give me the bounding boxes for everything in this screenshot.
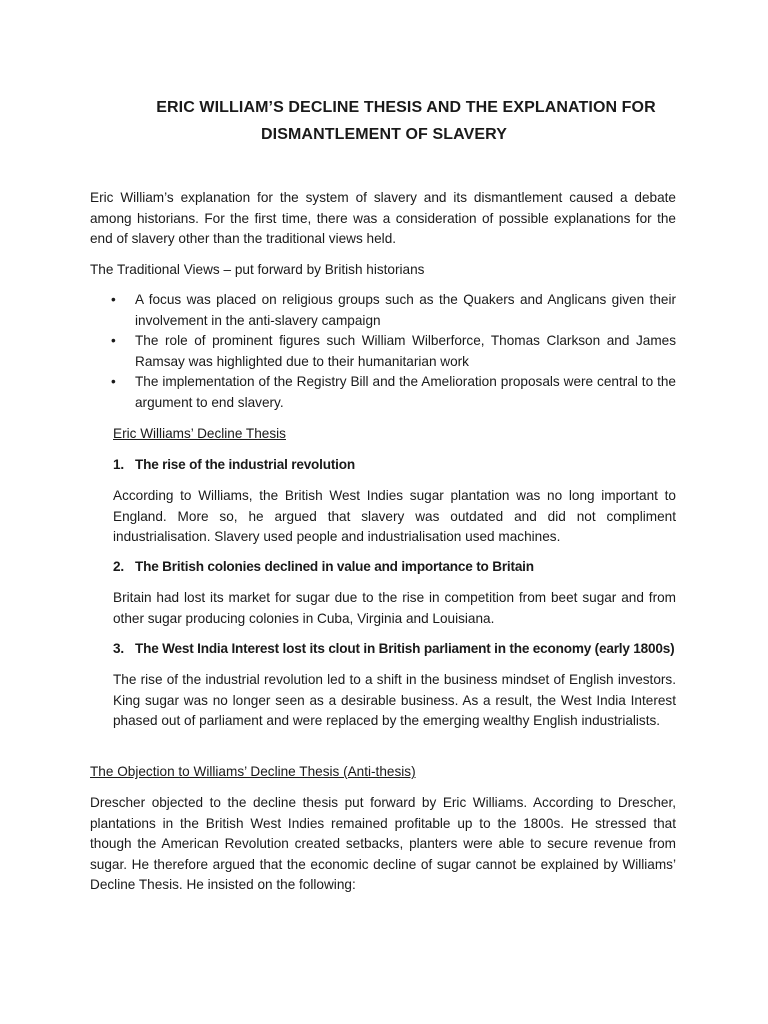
point-heading-text: The rise of the industrial revolution [135, 457, 355, 472]
bullet-icon: • [111, 292, 116, 307]
point-number: 1. [113, 457, 124, 472]
point-number: 2. [113, 559, 124, 574]
bullet-item [90, 331, 676, 372]
bullet-item [90, 372, 676, 413]
objection-heading: The Objection to Williams’ Decline Thesis (Anti-thesis) [90, 764, 416, 779]
bullet-text: The implementation of the Registry Bill and the Amelioration proposals were central to the argument to end slavery. [135, 374, 676, 410]
objection-paragraph: Drescher objected to the decline thesis put forward by Eric Williams. According to Drescher, plantations in the British West Indies remained profitable up to the 1800s. He stressed that though the American Revolution created setbacks, planters were able to secure revenue from sugar. He therefore argued that the economic decline of sugar cannot be explained by Williams’ Decline Thesis. He insisted on the following: [90, 795, 676, 892]
point-1-heading [113, 455, 676, 476]
point-heading-text: The West India Interest lost its clout in British parliament in the economy (early 1800s) [135, 641, 675, 656]
traditional-views-heading: The Traditional Views – put forward by British historians [90, 262, 425, 277]
bullet-item [90, 290, 676, 331]
intro-paragraph: Eric William’s explanation for the system of slavery and its dismantlement caused a debate among historians. For the first time, there was a consideration of possible explanations for the end of slavery other than the traditional views held. [90, 190, 676, 246]
traditional-views-list [90, 290, 676, 413]
point-3-heading [113, 639, 676, 660]
point-2-text: Britain had lost its market for sugar due to the rise in competition from beet sugar and from other sugar producing colonies in Cuba, Virginia and Louisiana. [113, 590, 676, 626]
point-1-text: According to Williams, the British West Indies sugar plantation was no long important to England. More so, he argued that slavery was outdated and did not compliment industrialisation. Slavery used people and industrialisation used machines. [113, 488, 676, 544]
point-heading-text: The British colonies declined in value and importance to Britain [135, 559, 534, 574]
point-2-heading [113, 557, 676, 578]
title-line-2: DISMANTLEMENT OF SLAVERY [261, 126, 507, 143]
point-3-text: The rise of the industrial revolution led to a shift in the business mindset of English investors. King sugar was no longer seen as a desirable business. As a result, the West India Interest phased out of parliament and were replaced by the emerging wealthy English industrialists. [113, 672, 676, 728]
bullet-icon: • [111, 374, 116, 389]
bullet-text: A focus was placed on religious groups such as the Quakers and Anglicans given their involvement in the anti-slavery campaign [135, 292, 676, 328]
document-title [100, 94, 668, 148]
bullet-icon: • [111, 333, 116, 348]
title-line-1: ERIC WILLIAM’S DECLINE THESIS AND THE EXPLANATION FOR [156, 99, 656, 116]
bullet-text: The role of prominent figures such William Wilberforce, Thomas Clarkson and James Ramsay was highlighted due to their humanitarian work [135, 333, 676, 369]
point-number: 3. [113, 641, 124, 656]
decline-thesis-heading: Eric Williams’ Decline Thesis [113, 426, 286, 441]
